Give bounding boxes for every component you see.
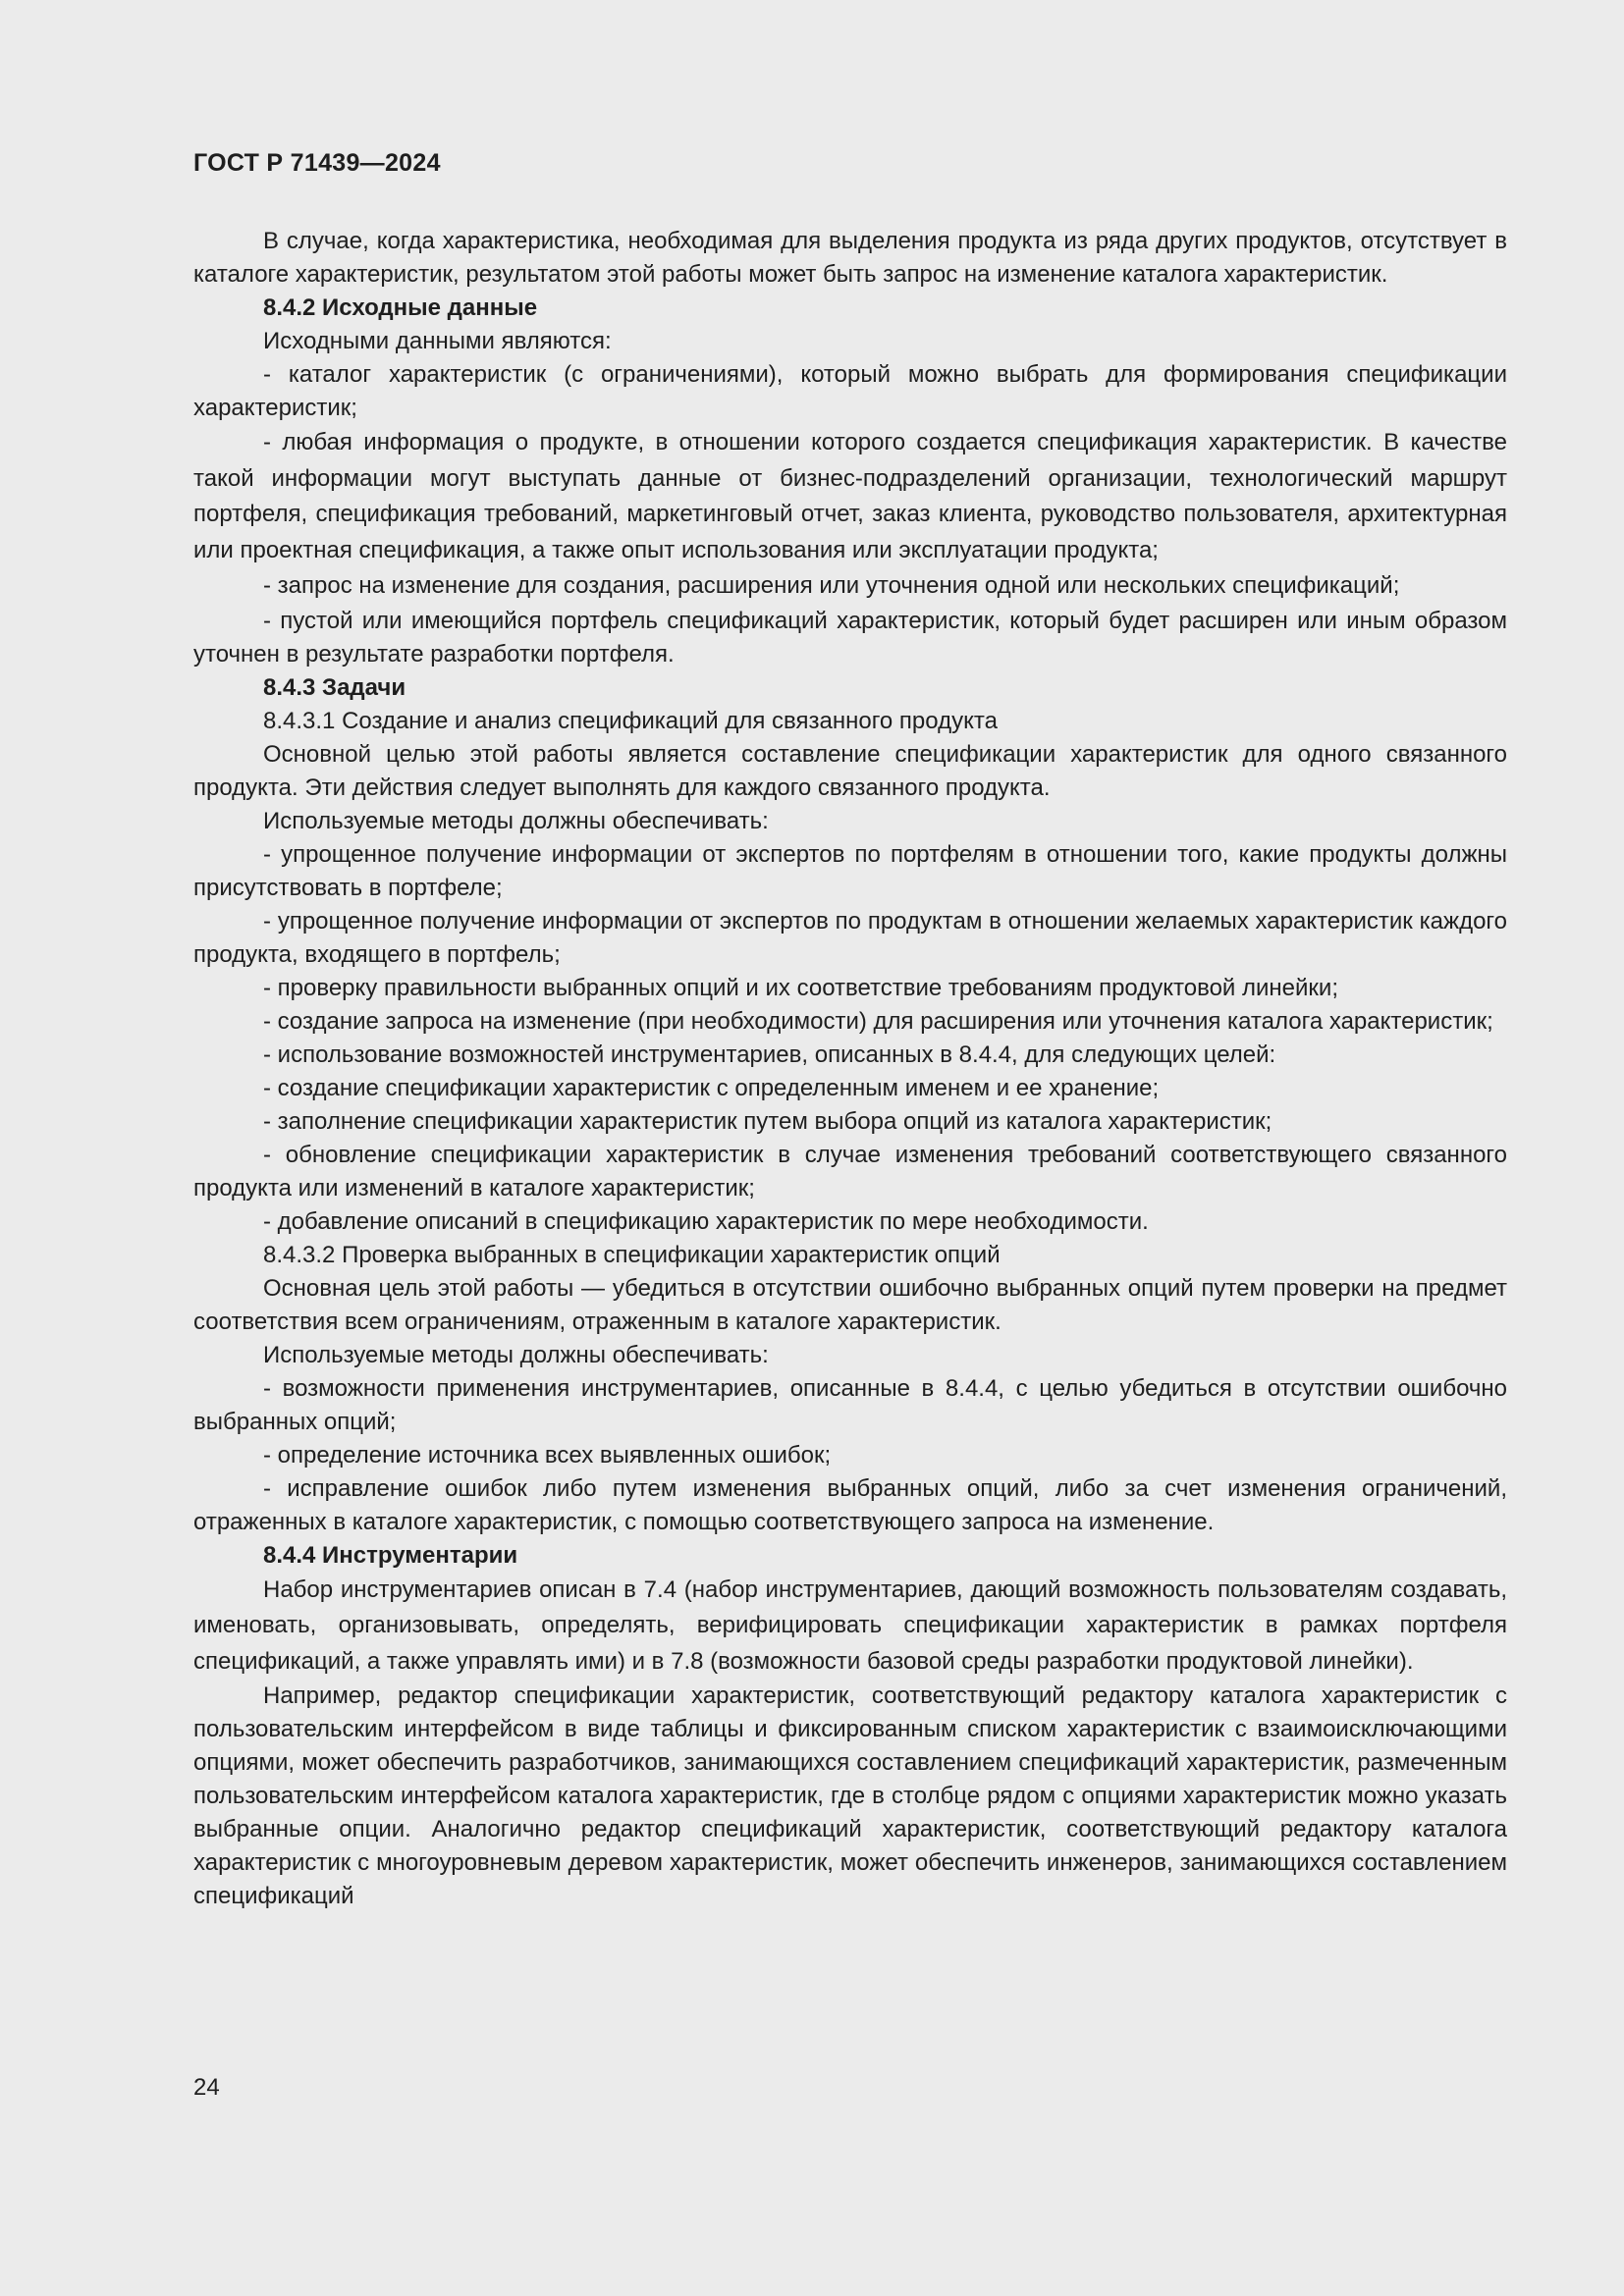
list-item: - проверку правильности выбранных опций и их соответствие требованиям продуктовой линейки; (263, 974, 1338, 1001)
list-item: - пустой или имеющийся портфель спецификаций характеристик, который будет расширен или иным образом уточнен в результате разработки портфеля. (193, 607, 1507, 667)
list-item: - обновление спецификации характеристик в случае изменения требований соответствующего связанного продукта или изменений в каталоге характеристик; (193, 1141, 1507, 1201)
list-item: - упрощенное получение информации от экспертов по продуктам в отношении желаемых характеристик каждого продукта, входящего в портфель; (193, 907, 1507, 968)
section-heading: 8.4.4 Инструментарии (263, 1541, 518, 1569)
paragraph: В случае, когда характеристика, необходимая для выделения продукта из ряда других продуктов, отсутствует в каталоге характеристик, результатом этой работы может быть запрос на изменение каталога характеристик. (193, 228, 1507, 288)
list-item: - создание спецификации характеристик с определенным именем и ее хранение; (263, 1074, 1160, 1101)
standard-header: ГОСТ Р 71439—2024 (193, 149, 441, 177)
subsection-heading: 8.4.3.1 Создание и анализ спецификаций для связанного продукта (263, 707, 998, 734)
paragraph: Основной целью этой работы является составление спецификации характеристик для одного связанного продукта. Эти действия следует выполнять для каждого связанного продукта. (193, 740, 1507, 801)
paragraph: Используемые методы должны обеспечивать: (263, 807, 769, 834)
paragraph: Основная цель этой работы — убедиться в отсутствии ошибочно выбранных опций путем проверки на предмет соответствия всем ограничениям, отраженным в каталоге характеристик. (193, 1274, 1507, 1335)
paragraph: Набор инструментариев описан в 7.4 (набор инструментариев, дающий возможность пользователям создавать, именовать, организовывать, определять, верифицировать спецификации характеристик в рамках портфеля спецификаций, а также управлять ими) и в 7.8 (возможности базовой среды разработки продуктовой линейки). (193, 1575, 1507, 1675)
list-item: - запрос на изменение для создания, расширения или уточнения одной или нескольких спецификаций; (263, 572, 1400, 599)
list-item: - определение источника всех выявленных ошибок; (263, 1441, 832, 1468)
list-item: - создание запроса на изменение (при необходимости) для расширения или уточнения каталога характеристик; (263, 1007, 1493, 1035)
paragraph: Используемые методы должны обеспечивать: (263, 1341, 769, 1368)
paragraph: Например, редактор спецификации характеристик, соответствующий редактору каталога характеристик с пользовательским интерфейсом в виде таблицы и фиксированным списком характеристик с взаимоисключающими опциями, может обеспечить разработчиков, занимающихся составлением спецификаций характеристик, размеченным пользовательским интерфейсом каталога характеристик, где в столбце рядом с опциями характеристик можно указать выбранные опции. Аналогично редактор спецификаций характеристик, соответствующий редактору каталога характеристик с многоуровневым деревом характеристик, может обеспечить инженеров, занимающихся составлением спецификаций (193, 1682, 1507, 1909)
paragraph: Исходными данными являются: (263, 328, 612, 354)
list-item: - возможности применения инструментариев, описанные в 8.4.4, с целью убедиться в отсутствии ошибочно выбранных опций; (193, 1374, 1507, 1435)
list-item: - любая информация о продукте, в отношении которого создается спецификация характеристик. В качестве такой информации могут выступать данные от бизнес-подразделений организации, технологический маршрут портфеля, спецификация требований, маркетинговый отчет, заказ клиента, руководство пользователя, архитектурная или проектная спецификация, а также опыт использования или эксплуатации продукта; (193, 429, 1507, 563)
list-item: - заполнение спецификации характеристик путем выбора опций из каталога характеристик; (263, 1107, 1272, 1135)
body-text (193, 225, 1507, 1913)
list-item: - исправление ошибок либо путем изменения выбранных опций, либо за счет изменения ограничений, отраженных в каталоге характеристик, с помощью соответствующего запроса на изменение. (193, 1474, 1507, 1535)
list-item: - каталог характеристик (с ограничениями), который можно выбрать для формирования спецификации характеристик; (193, 361, 1507, 421)
list-item: - упрощенное получение информации от экспертов по портфелям в отношении того, какие продукты должны присутствовать в портфеле; (193, 840, 1507, 901)
list-item: - добавление описаний в спецификацию характеристик по мере необходимости. (263, 1207, 1149, 1235)
page-number: 24 (193, 2074, 220, 2101)
subsection-heading: 8.4.3.2 Проверка выбранных в спецификации характеристик опций (263, 1241, 1001, 1268)
section-heading: 8.4.3 Задачи (263, 673, 406, 701)
list-item: - использование возможностей инструментариев, описанных в 8.4.4, для следующих целей: (263, 1041, 1276, 1068)
section-heading: 8.4.2 Исходные данные (263, 294, 538, 321)
